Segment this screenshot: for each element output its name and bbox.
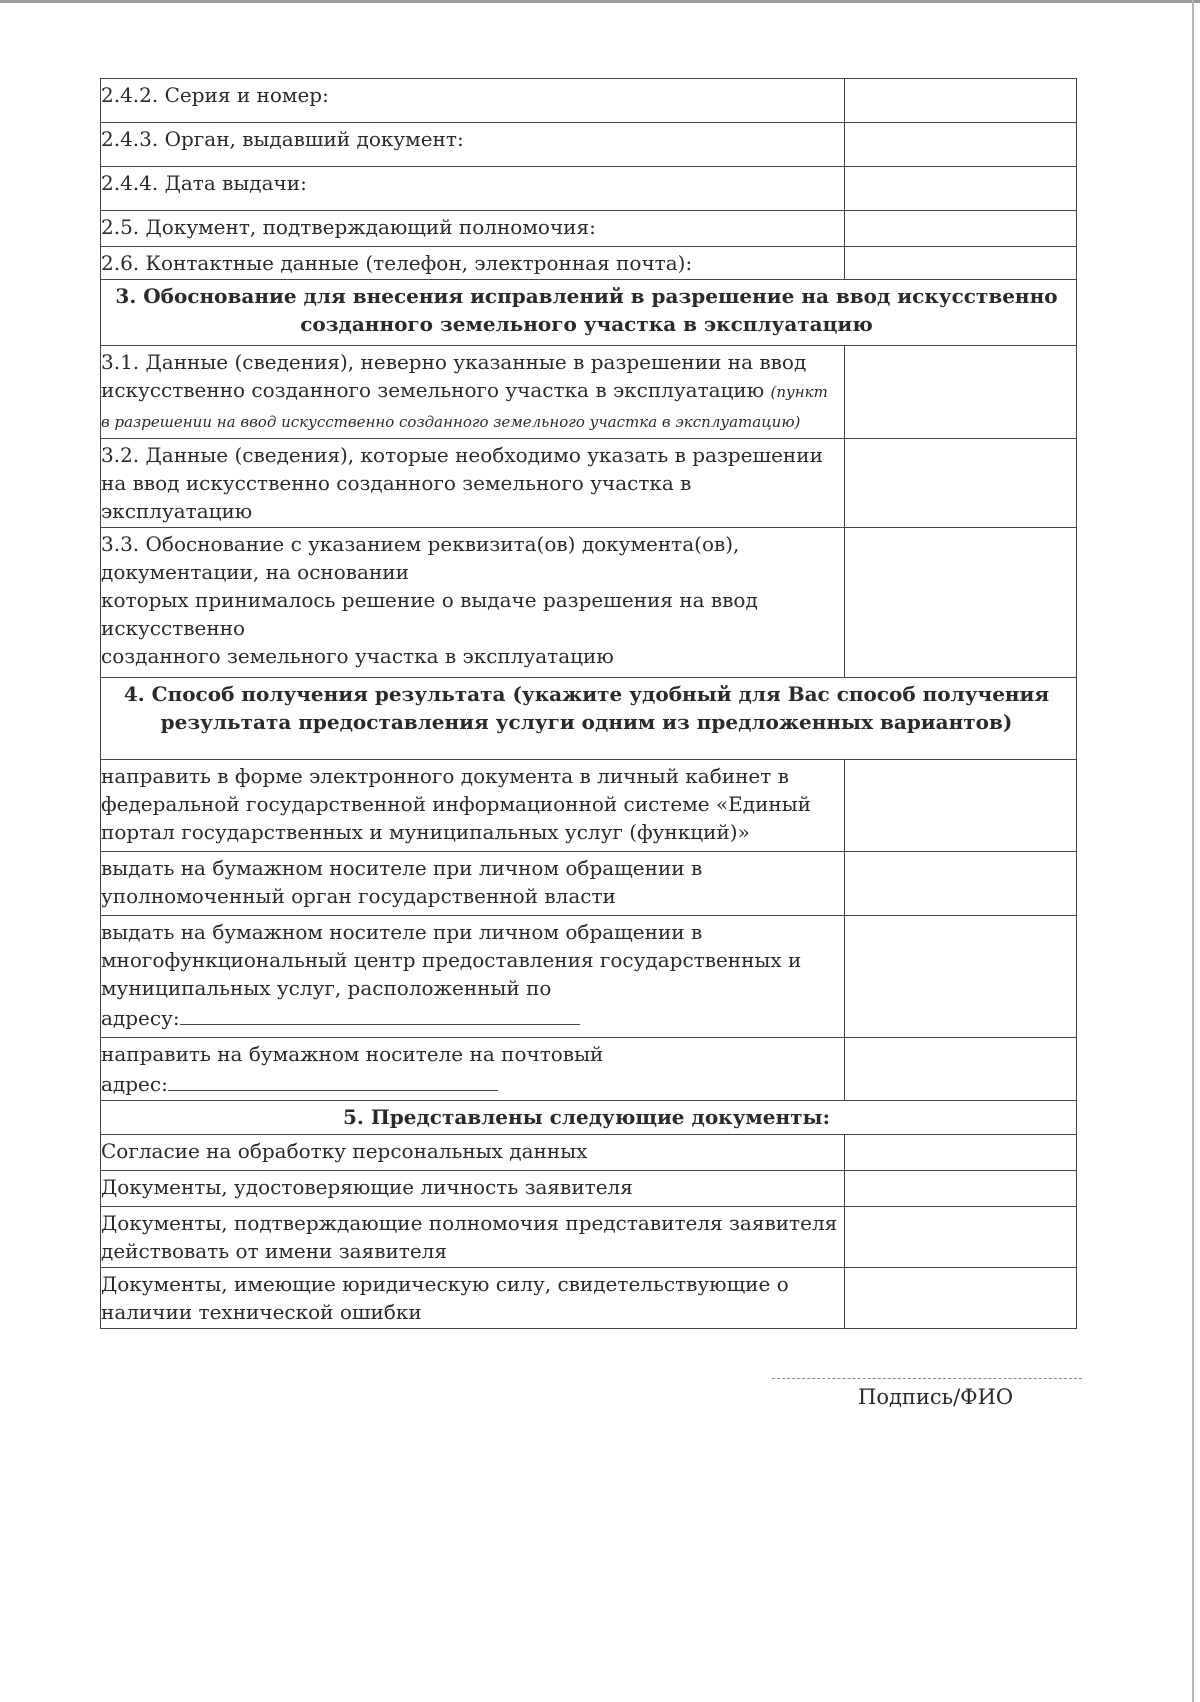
document-row-representative — [101, 1207, 1077, 1268]
option-mfc-address-prefix: адресу: — [101, 1006, 180, 1030]
row-label-authority-document: 2.5. Документ, подтверждающий полномочия: — [101, 211, 845, 247]
row-label-justification: 3.3. Обоснование с указанием реквизита(ов) документа(ов), документации, на основании которых принималось решение о выдаче разрешения на ввод искусственно созданного земельного участка в эксплуатацию — [101, 528, 845, 678]
field-authority-document[interactable] — [845, 211, 1077, 247]
document-label-representative: Документы, подтверждающие полномочия представителя заявителя действовать от имени заявителя — [101, 1207, 845, 1268]
signature-caption: Подпись/ФИО — [858, 1385, 1014, 1409]
form-row-authority-document — [101, 211, 1077, 247]
form-row-incorrect-data — [101, 346, 1077, 439]
form-row-contact-data — [101, 247, 1077, 280]
option-label-mail-cell — [101, 1038, 845, 1101]
row-label-correct-data: 3.2. Данные (сведения), которые необходимо указать в разрешении на ввод искусственно созданного земельного участка в эксплуатацию — [101, 439, 845, 528]
field-issuing-authority[interactable] — [845, 123, 1077, 167]
form-row-option-mfc — [101, 916, 1077, 1038]
document-label-consent: Согласие на обработку персональных данных — [101, 1135, 845, 1171]
option-label-mail: направить на бумажном носителе на почтовый — [101, 1042, 604, 1066]
mfc-address-blank-line[interactable] — [180, 1002, 580, 1025]
document-mark-identity[interactable] — [845, 1171, 1077, 1207]
row-label-issue-date: 2.4.4. Дата выдачи: — [101, 167, 845, 211]
page-edge-right — [1192, 0, 1194, 1702]
row-label-incorrect-data — [101, 346, 845, 439]
section-3-header-row — [101, 280, 1077, 346]
incorrect-data-text: 3.1. Данные (сведения), неверно указанные в разрешении на ввод искусственно созданного земельного участка в эксплуатацию — [101, 350, 807, 402]
field-contact-data[interactable] — [845, 247, 1077, 280]
document-mark-representative[interactable] — [845, 1207, 1077, 1268]
document-row-technical-error — [101, 1268, 1077, 1329]
row-label-contact-data: 2.6. Контактные данные (телефон, электронная почта): — [101, 247, 845, 280]
incorrect-data-hint: (пункт в разрешении на ввод искусственно созданного земельного участка в эксплуатацию) — [101, 383, 828, 431]
signature-block — [770, 1378, 1082, 1409]
application-form-table — [100, 78, 1077, 1329]
field-justification[interactable] — [845, 528, 1077, 678]
mail-address-blank-line[interactable] — [168, 1068, 498, 1091]
field-series-number[interactable] — [845, 79, 1077, 123]
document-row-identity — [101, 1171, 1077, 1207]
document-label-identity: Документы, удостоверяющие личность заявителя — [101, 1171, 845, 1207]
form-row-option-mail — [101, 1038, 1077, 1101]
field-issue-date[interactable] — [845, 167, 1077, 211]
option-mark-mfc[interactable] — [845, 916, 1077, 1038]
form-row-issue-date — [101, 167, 1077, 211]
page-edge-top — [0, 0, 1200, 3]
form-row-justification — [101, 528, 1077, 678]
document-row-consent — [101, 1135, 1077, 1171]
document-mark-consent[interactable] — [845, 1135, 1077, 1171]
form-row-series-number — [101, 79, 1077, 123]
option-mark-epgu[interactable] — [845, 760, 1077, 852]
option-mark-authority[interactable] — [845, 852, 1077, 916]
field-incorrect-data[interactable] — [845, 346, 1077, 439]
option-label-mfc: выдать на бумажном носителе при личном обращении в многофункциональный центр предоставления государственных и муниципальных услуг, расположенный по — [101, 920, 802, 1000]
field-correct-data[interactable] — [845, 439, 1077, 528]
section-5-header-row — [101, 1101, 1077, 1135]
section-3-title: 3. Обоснование для внесения исправлений в разрешение на ввод искусственно созданного земельного участка в эксплуатацию — [101, 280, 1077, 346]
section-5-title: 5. Представлены следующие документы: — [101, 1101, 1077, 1135]
section-4-header-row — [101, 678, 1077, 760]
option-label-authority: выдать на бумажном носителе при личном обращении в уполномоченный орган государственной власти — [101, 852, 845, 916]
form-row-option-epgu — [101, 760, 1077, 852]
option-mark-mail[interactable] — [845, 1038, 1077, 1101]
row-label-series-number: 2.4.2. Серия и номер: — [101, 79, 845, 123]
form-row-option-authority — [101, 852, 1077, 916]
form-row-issuing-authority — [101, 123, 1077, 167]
section-4-title: 4. Способ получения результата (укажите удобный для Вас способ получения результата предоставления услуги одним из предложенных вариантов) — [101, 678, 1077, 760]
form-row-correct-data — [101, 439, 1077, 528]
row-label-issuing-authority: 2.4.3. Орган, выдавший документ: — [101, 123, 845, 167]
option-mail-address-prefix: адрес: — [101, 1072, 168, 1096]
application-form-sheet — [100, 78, 1076, 1329]
option-label-mfc-cell — [101, 916, 845, 1038]
signature-line[interactable] — [772, 1378, 1082, 1379]
option-label-epgu: направить в форме электронного документа в личный кабинет в федеральной государственной информационной системе «Единый портал государственных и муниципальных услуг (функций)» — [101, 760, 845, 852]
document-mark-technical-error[interactable] — [845, 1268, 1077, 1329]
document-label-technical-error: Документы, имеющие юридическую силу, свидетельствующие о наличии технической ошибки — [101, 1268, 845, 1329]
